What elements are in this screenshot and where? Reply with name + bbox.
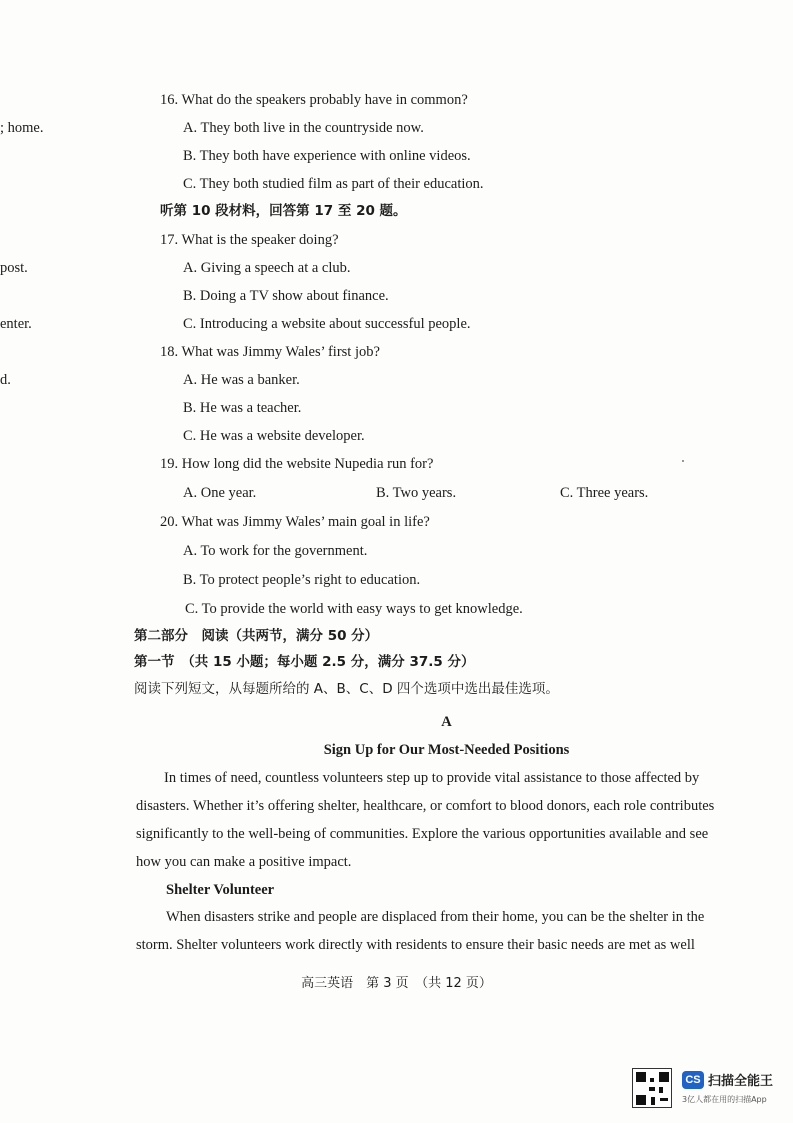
paragraph-2-line: When disasters strike and people are displaced from their home, you can be the shelter in the [166, 909, 705, 925]
question-16-option-c: C. They both studied film as part of their education. [183, 176, 484, 192]
question-17-stem: 17. What is the speaker doing? [160, 232, 339, 248]
question-16-option-b: B. They both have experience with online videos. [183, 148, 471, 164]
camscanner-logo: CS [682, 1071, 704, 1089]
paragraph-1-line: significantly to the well-being of communities. Explore the various opportunities available and see [136, 826, 709, 842]
subheading-shelter-volunteer: Shelter Volunteer [166, 882, 275, 898]
question-19-option-a: A. One year. [183, 485, 257, 501]
left-edge-fragment: post. [0, 260, 28, 276]
scanner-tagline: 3亿人都在用的扫描App [682, 1095, 767, 1104]
paragraph-1-line: disasters. Whether it’s offering shelter, healthcare, or comfort to blood donors, each role contributes [136, 798, 715, 814]
question-19-option-b: B. Two years. [376, 485, 457, 501]
passage-title: Sign Up for Our Most-Needed Positions [323, 742, 570, 758]
question-16-option-a: A. They both live in the countryside now. [183, 120, 424, 136]
page-footer: 高三英语 第 3 页 （共 12 页） [301, 976, 492, 991]
speck [682, 460, 684, 462]
part-2-heading: 第二部分 阅读（共两节，满分 50 分） [134, 628, 379, 644]
passage-label: A [441, 714, 452, 730]
question-17-option-b: B. Doing a TV show about finance. [183, 288, 389, 304]
reading-instruction: 阅读下列短文，从每题所给的 A、B、C、D 四个选项中选出最佳选项。 [134, 681, 559, 697]
question-18-option-c: C. He was a website developer. [183, 428, 365, 444]
question-17-option-c: C. Introducing a website about successful people. [183, 316, 471, 332]
question-17-option-a: A. Giving a speech at a club. [183, 260, 351, 276]
question-20-option-a: A. To work for the government. [183, 543, 368, 559]
scanner-watermark [632, 1068, 782, 1110]
paragraph-1-line: how you can make a positive impact. [136, 854, 352, 870]
paragraph-1-line: In times of need, countless volunteers step up to provide vital assistance to those affected by [164, 770, 700, 786]
question-18-option-b: B. He was a teacher. [183, 400, 302, 416]
scanner-app-name: 扫描全能王 [708, 1074, 774, 1089]
question-19-stem: 19. How long did the website Nupedia run for? [160, 456, 434, 472]
question-18-option-a: A. He was a banker. [183, 372, 300, 388]
left-edge-fragment: ; home. [0, 120, 44, 136]
question-18-stem: 18. What was Jimmy Wales’ first job? [160, 344, 380, 360]
left-edge-fragment: d. [0, 372, 11, 388]
question-16-stem: 16. What do the speakers probably have in common? [160, 92, 468, 108]
question-19-option-c: C. Three years. [560, 485, 649, 501]
question-20-option-c: C. To provide the world with easy ways to get knowledge. [185, 601, 523, 617]
left-edge-fragment: enter. [0, 316, 32, 332]
section-1-heading: 第一节 （共 15 小题；每小题 2.5 分，满分 37.5 分） [134, 654, 475, 670]
section-10-instruction: 听第 10 段材料，回答第 17 至 20 题。 [160, 203, 407, 219]
question-20-option-b: B. To protect people’s right to education. [183, 572, 421, 588]
question-20-stem: 20. What was Jimmy Wales’ main goal in life? [160, 514, 430, 530]
qr-code-icon [632, 1068, 672, 1108]
paragraph-2-line: storm. Shelter volunteers work directly with residents to ensure their basic needs are met as well [136, 937, 695, 953]
